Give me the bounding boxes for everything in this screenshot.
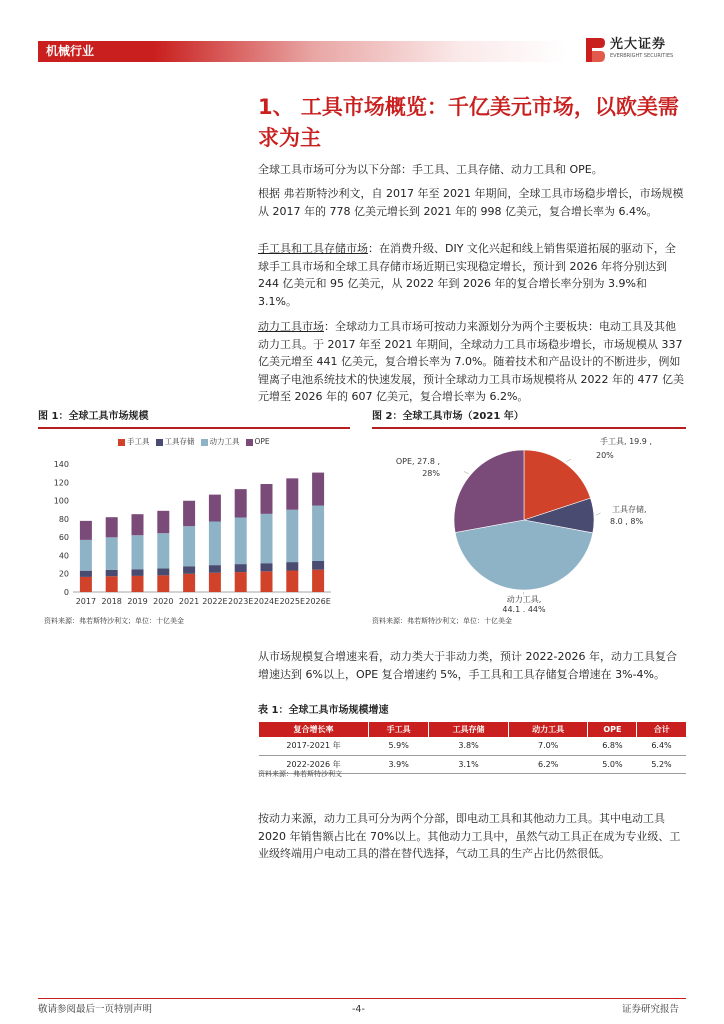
table-cell: 6.4%	[637, 737, 686, 755]
pie-slice	[455, 520, 593, 590]
bar-segment	[312, 506, 324, 561]
table-row	[259, 737, 687, 755]
x-tick-label: 2025E	[279, 597, 306, 606]
bar-segment	[106, 570, 118, 576]
paragraph-4-lead: 动力工具市场	[258, 320, 324, 333]
bar-segment	[235, 564, 247, 572]
bar-segment	[286, 478, 298, 509]
pie-value-label: 28%	[422, 469, 440, 478]
pie-value-label: 20%	[596, 451, 614, 460]
bar-segment	[286, 510, 298, 562]
table-header-cell: 手工具	[369, 722, 429, 737]
figure-2-title: 图 2：全球工具市场（2021 年）	[372, 411, 524, 422]
bar-segment	[132, 535, 144, 569]
table-cell: 2017-2021 年	[259, 737, 369, 755]
x-tick-label: 2019	[127, 597, 148, 606]
figure-1-title: 图 1：全球工具市场规模	[38, 411, 149, 422]
bar-segment	[235, 572, 247, 592]
table-cell: 3.1%	[429, 755, 509, 773]
table-cell: 3.9%	[369, 755, 429, 773]
bar-segment	[312, 473, 324, 506]
table-cell: 3.8%	[429, 737, 509, 755]
paragraph-4	[258, 318, 686, 406]
legend-swatch	[118, 439, 125, 446]
table-cell: 5.9%	[369, 737, 429, 755]
legend-label: 动力工具	[209, 437, 240, 446]
paragraph-3-lead: 手工具和工具存储市场	[258, 242, 368, 255]
legend-item	[156, 437, 195, 447]
bar-segment	[106, 517, 118, 537]
legend-swatch	[246, 439, 253, 446]
table-cell: 5.2%	[637, 755, 686, 773]
bar-segment	[80, 577, 92, 592]
bar-segment	[209, 573, 221, 592]
legend-swatch	[156, 439, 163, 446]
x-tick-label: 2018	[101, 597, 122, 606]
figure-1-rule	[38, 427, 350, 429]
figure-1-source: 资料来源：弗若斯特沙利文；单位：十亿美金	[44, 617, 184, 625]
bar-segment	[209, 565, 221, 573]
y-tick-label: 140	[53, 460, 69, 469]
bar-segment	[132, 576, 144, 592]
x-tick-label: 2024E	[253, 597, 280, 606]
paragraph-3-body: ：在消费升级、DIY 文化兴起和线上销售渠道拓展的驱动下，全球手工具市场和全球工具存储市场近期已实现稳定增长，预计到 2026 年将分别达到 244 亿美元和 95 亿美元，从 2022 年到 2026 年的复合增长率分别为 3.9%和 3.1%。	[258, 242, 676, 308]
page-number: -4-	[352, 1004, 365, 1015]
x-tick-label: 2017	[75, 597, 97, 606]
table-header-cell: 复合增长率	[259, 722, 369, 737]
pie-leader-line	[464, 471, 469, 473]
paragraph-6: 按动力来源，动力工具可分为两个分部，即电动工具和其他动力工具。其中电动工具 2020 年销售额占比在 70%以上。其他动力工具中，虽然气动工具正在成为专业级、工业级终端用户电动工具的潜在替代选择，气动工具的生产占比仍然很低。	[258, 812, 681, 860]
pie-value-label: 8.0 , 8%	[610, 517, 644, 526]
y-tick-label: 60	[58, 533, 69, 543]
logo-text-en: EVERBRIGHT SECURITIES	[610, 53, 674, 59]
paragraph-3	[258, 240, 686, 310]
footer-report-type: 证券研究报告	[622, 1004, 680, 1015]
legend-label: 工具存储	[164, 437, 195, 446]
x-tick-label: 2023E	[227, 597, 254, 606]
bar-segment	[80, 571, 92, 577]
bar-segment	[183, 501, 195, 526]
bar-segment	[106, 537, 118, 569]
bar-segment	[80, 521, 92, 540]
figure-2-rule	[372, 427, 686, 429]
x-tick-label: 2020	[153, 597, 174, 606]
bar-segment	[183, 526, 195, 566]
bar-segment	[183, 574, 195, 592]
bar-segment	[106, 576, 118, 592]
pie-chart	[372, 432, 686, 612]
legend-swatch	[201, 439, 208, 446]
x-tick-label: 2021	[178, 597, 200, 606]
bar-segment	[286, 571, 298, 592]
header-bar	[38, 41, 568, 62]
bar-segment	[235, 489, 247, 517]
table-header-cell: 工具存储	[429, 722, 509, 737]
bar-segment	[157, 511, 169, 533]
pie-value-label: 44.1 , 44%	[502, 605, 546, 612]
figure-2-source: 资料来源：弗若斯特沙利文；单位：十亿美金	[372, 617, 512, 625]
everbright-logo-icon	[584, 36, 606, 64]
bar-segment	[261, 514, 273, 563]
stacked-bar-chart	[38, 450, 338, 620]
bar-segment	[209, 522, 221, 566]
pie-leader-line	[596, 513, 601, 515]
footer-rule	[38, 998, 686, 999]
legend-label: OPE	[254, 437, 270, 446]
bar-segment	[132, 569, 144, 576]
table-1-source: 资料来源：弗若斯特沙利文	[258, 770, 342, 778]
table-header-cell: 合计	[637, 722, 686, 737]
bar-segment	[80, 540, 92, 571]
legend-item	[201, 437, 240, 447]
pie-label: 动力工具,	[506, 595, 542, 604]
section-title: 1、 工具市场概览：千亿美元市场，以欧美需求为主	[258, 95, 679, 150]
bar-segment	[157, 568, 169, 575]
legend-item	[246, 437, 270, 447]
legend-item	[118, 437, 150, 447]
y-tick-label: 20	[58, 569, 69, 579]
table-cell: 2022-2026 年	[259, 755, 369, 773]
bar-segment	[132, 514, 144, 535]
pie-label: 手工具, 19.9 ,	[600, 437, 652, 446]
paragraph-1: 全球工具市场可分为以下分部：手工具、工具存储、动力工具和 OPE。	[258, 163, 603, 176]
paragraph-4-body: ：全球动力工具市场可按动力来源划分为两个主要板块：电动工具及其他动力工具。于 2017 年至 2021 年期间，全球动力工具市场稳步增长，市场规模从 337 亿美元增至 441 亿美元，复合增长率为 7.0%。随着技术和产品设计的不断进步，例如锂离子电池系统技术的快速发展，预计全球动力工具市场规模将从 2022 年的 477 亿美元增至 2026 年的 607 亿美元，复合增长率为 6.2%。	[258, 320, 684, 403]
y-tick-label: 100	[53, 496, 69, 506]
table-header-row	[259, 722, 687, 737]
table-1-title: 表 1：全球工具市场规模增速	[258, 705, 389, 716]
y-tick-label: 0	[63, 588, 69, 597]
pie-label: 工具存储,	[612, 505, 647, 514]
x-tick-label: 2026E	[305, 597, 331, 606]
pie-label: OPE, 27.8 ,	[395, 457, 440, 466]
legend-label: 手工具	[127, 437, 150, 446]
bar-segment	[312, 561, 324, 570]
x-tick-label: 2022E	[202, 597, 228, 606]
footer-disclaimer: 敬请参阅最后一页特别声明	[38, 1004, 153, 1015]
table-cell: 6.8%	[588, 737, 637, 755]
bar-segment	[183, 566, 195, 573]
paragraph-5: 从市场规模复合增速来看，动力类大于非动力类，预计 2022-2026 年，动力工具复合增速达到 6%以上，OPE 复合增速约 5%，手工具和工具存储复合增速在 3%-4%。	[258, 650, 677, 681]
chart-legend	[118, 437, 270, 447]
bar-segment	[312, 570, 324, 592]
bar-segment	[209, 495, 221, 522]
industry-label: 机械行业	[46, 44, 95, 58]
y-tick-label: 120	[53, 478, 69, 488]
table-cell: 7.0%	[508, 737, 588, 755]
bar-segment	[157, 575, 169, 592]
bar-segment	[261, 484, 273, 514]
logo-text-cn: 光大证券	[610, 37, 667, 52]
bar-segment	[261, 571, 273, 592]
bar-segment	[235, 517, 247, 564]
y-tick-label: 40	[58, 551, 69, 561]
brand-logo	[584, 36, 694, 66]
bar-segment	[157, 533, 169, 568]
table-cell: 5.0%	[588, 755, 637, 773]
pie-slice	[454, 450, 524, 532]
pie-leader-line	[566, 459, 571, 461]
bar-segment	[286, 562, 298, 570]
y-tick-label: 80	[58, 514, 69, 524]
table-cell: 6.2%	[508, 755, 588, 773]
table-header-cell: OPE	[588, 722, 637, 737]
bar-segment	[261, 563, 273, 571]
growth-table	[258, 722, 686, 774]
paragraph-2: 根据 弗若斯特沙利文，自 2017 年至 2021 年期间，全球工具市场稳步增长，市场规模从 2017 年的 778 亿美元增长到 2021 年的 998 亿美元，复合增长率为 6.4%。	[258, 187, 684, 218]
table-header-cell: 动力工具	[508, 722, 588, 737]
